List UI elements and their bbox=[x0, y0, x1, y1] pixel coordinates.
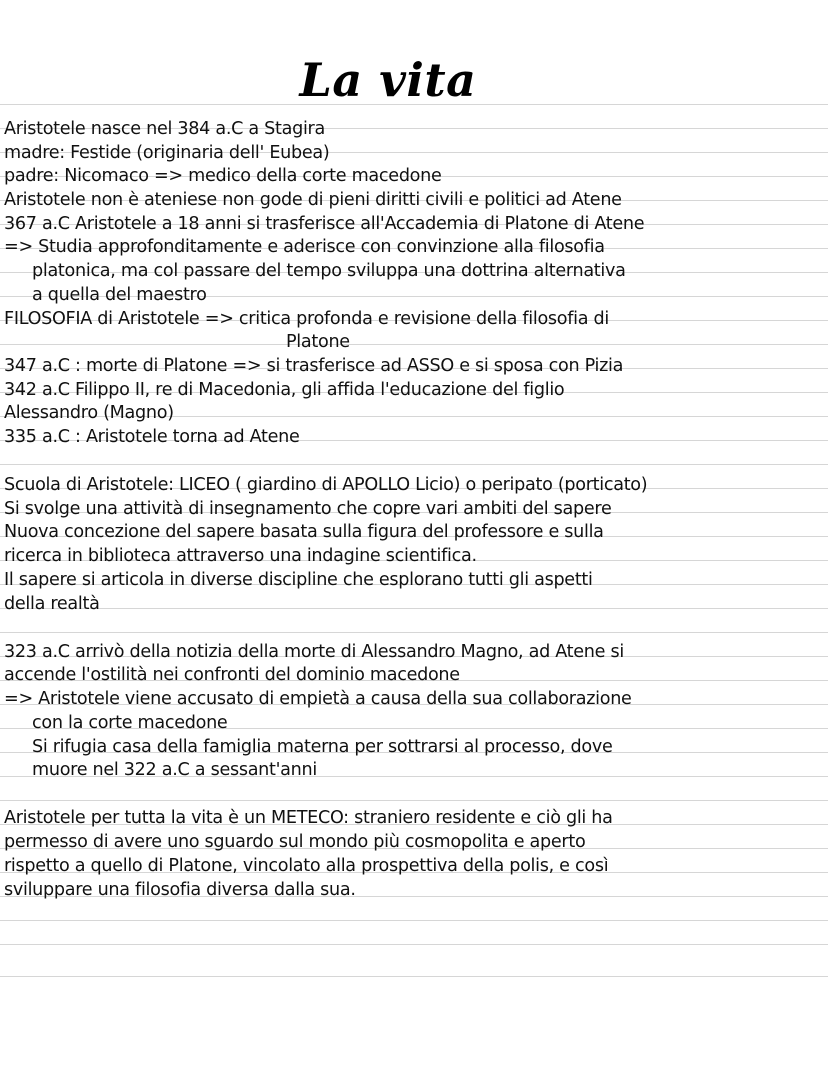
ruled-line bbox=[0, 976, 828, 977]
ruled-line bbox=[0, 944, 828, 945]
text-line: della realtà bbox=[4, 594, 100, 614]
text-line: 342 a.C Filippo II, re di Macedonia, gli affida l'educazione del figlio bbox=[4, 380, 565, 400]
text-line: muore nel 322 a.C a sessant'anni bbox=[32, 760, 317, 780]
text-line: Aristotele non è ateniese non gode di pieni diritti civili e politici ad Atene bbox=[4, 190, 622, 210]
text-line: Si svolge una attività di insegnamento che copre vari ambiti del sapere bbox=[4, 499, 612, 519]
text-line: => Studia approfonditamente e aderisce con convinzione alla filosofia bbox=[4, 237, 605, 257]
ruled-line bbox=[0, 632, 828, 633]
text-line: padre: Nicomaco => medico della corte macedone bbox=[4, 166, 442, 186]
text-line: Aristotele nasce nel 384 a.C a Stagira bbox=[4, 119, 325, 139]
text-line: a quella del maestro bbox=[32, 285, 207, 305]
text-line: 323 a.C arrivò della notizia della morte di Alessandro Magno, ad Atene si bbox=[4, 642, 624, 662]
page-title: La vita bbox=[299, 53, 477, 107]
ruled-line bbox=[0, 344, 828, 345]
text-line: rispetto a quello di Platone, vincolato alla prospettiva della polis, e così bbox=[4, 856, 609, 876]
text-line: 335 a.C : Aristotele torna ad Atene bbox=[4, 427, 300, 447]
text-line: Si rifugia casa della famiglia materna per sottrarsi al processo, dove bbox=[32, 737, 613, 757]
text-line: madre: Festide (originaria dell' Eubea) bbox=[4, 143, 330, 163]
text-line: 347 a.C : morte di Platone => si trasferisce ad ASSO e si sposa con Pizia bbox=[4, 356, 624, 376]
text-line: accende l'ostilità nei confronti del dominio macedone bbox=[4, 665, 460, 685]
text-line: 367 a.C Aristotele a 18 anni si trasferisce all'Accademia di Platone di Atene bbox=[4, 214, 645, 234]
text-line: => Aristotele viene accusato di empietà a causa della sua collaborazione bbox=[4, 689, 632, 709]
text-line: ricerca in biblioteca attraverso una indagine scientifica. bbox=[4, 546, 477, 566]
text-line: Scuola di Aristotele: LICEO ( giardino di APOLLO Licio) o peripato (porticato) bbox=[4, 475, 648, 495]
ruled-line bbox=[0, 920, 828, 921]
text-line: sviluppare una filosofia diversa dalla sua. bbox=[4, 880, 356, 900]
text-line: Il sapere si articola in diverse discipline che esplorano tutti gli aspetti bbox=[4, 570, 593, 590]
text-line: Platone bbox=[286, 332, 350, 352]
ruled-line bbox=[0, 464, 828, 465]
ruled-line bbox=[0, 608, 828, 609]
ruled-line bbox=[0, 800, 828, 801]
text-line: Nuova concezione del sapere basata sulla figura del professore e sulla bbox=[4, 522, 604, 542]
text-line: Alessandro (Magno) bbox=[4, 403, 174, 423]
text-line: Aristotele per tutta la vita è un METECO: straniero residente e ciò gli ha bbox=[4, 808, 613, 828]
text-line: con la corte macedone bbox=[32, 713, 228, 733]
text-line: permesso di avere uno sguardo sul mondo più cosmopolita e aperto bbox=[4, 832, 586, 852]
text-line: FILOSOFIA di Aristotele => critica profonda e revisione della filosofia di bbox=[4, 309, 609, 329]
text-line: platonica, ma col passare del tempo sviluppa una dottrina alternativa bbox=[32, 261, 626, 281]
